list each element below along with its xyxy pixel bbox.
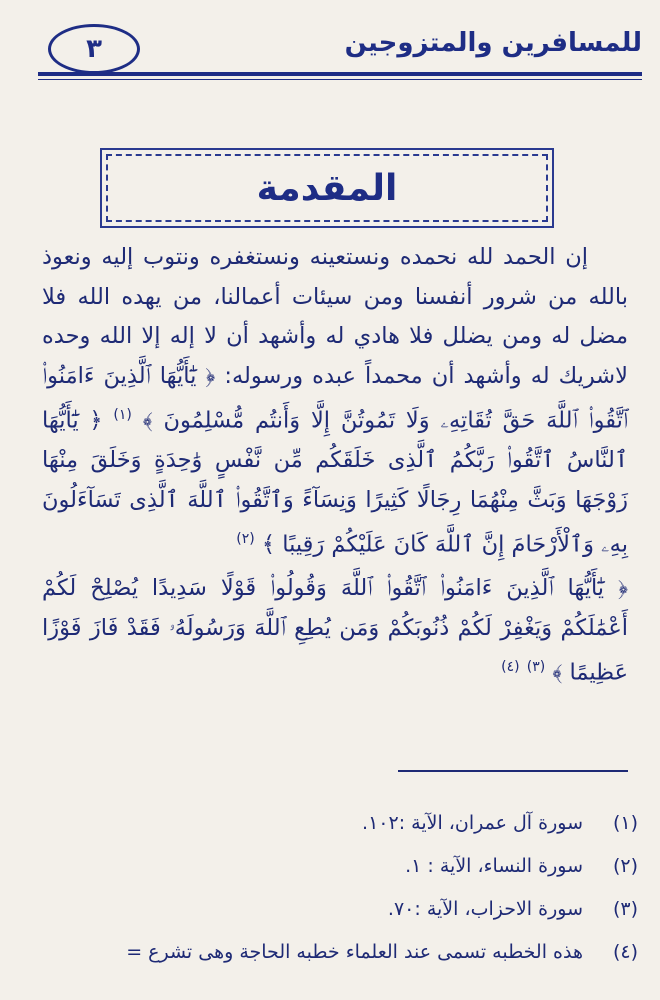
verse-paragraph: [42, 569, 628, 693]
footnote-number: (٤): [612, 941, 638, 963]
body-text: [42, 238, 628, 693]
footnote-text: هذه الخطبه تسمى عند العلماء خطبه الحاجة وهى تشرع =: [126, 941, 583, 963]
footnote-number: (٢): [612, 855, 638, 877]
footnote-separator: [398, 770, 628, 772]
title-box: [100, 148, 554, 228]
footnote-text: سورة آل عمران، الآية :١٠٢.: [362, 812, 583, 834]
footnotes: [30, 812, 638, 984]
footnote-item: [30, 855, 638, 898]
page-number-text: ٣: [86, 34, 102, 64]
footnote-ref-2: (٢): [236, 531, 255, 547]
page-number: [48, 24, 140, 74]
footnote-ref-4: (٤): [501, 659, 520, 675]
footnote-item: [30, 898, 638, 941]
book-title: للمسافرين والمتزوجين: [344, 28, 642, 58]
footnote-item: [30, 941, 638, 984]
verse-3: ﴿ يَٰٓأَيُّهَا ٱلَّذِينَ ءَامَنُوا۟ ٱتَّقُوا۟ ٱللَّهَ وَقُولُوا۟ قَوْلًا سَدِيدًا يُصْلِحْ لَكُمْ أَعْمَٰلَكُمْ وَيَغْفِرْ لَكُمْ ذُنُوبَكُمْ وَمَن يُطِعِ ٱللَّهَ وَرَسُولَهُۥ فَقَدْ فَازَ فَوْزًا عَظِيمًا ﴾: [42, 575, 628, 686]
footnote-number: (١): [612, 812, 638, 834]
footnote-text: سورة الاحزاب، الآية :٧٠.: [387, 898, 583, 920]
footnote-ref-1: (١): [113, 407, 132, 423]
footnote-number: (٣): [612, 898, 638, 920]
header-rule: [38, 72, 642, 76]
verse-1: ﴿ يَٰٓأَيُّهَا ٱلَّذِينَ ءَامَنُوا۟ ٱتَّقُوا۟ ٱللَّهَ حَقَّ تُقَاتِهِۦ وَلَا تَمُوتُنَّ إِلَّا وَأَنتُم مُّسْلِمُونَ ﴾: [42, 362, 628, 434]
intro-paragraph: [42, 238, 628, 565]
paragraph-text: إن الحمد لله نحمده ونستعينه ونستغفره ونتوب إليه ونعوذ بالله من شرور أنفسنا ومن سيئات أعمالنا، من يهده الله فلا مضل له ومن يضلل فلا هادي له وأشهد أن لا إله إلا الله وحده لاشريك له وأشهد أن محمداً عبده ورسوله:: [42, 244, 628, 389]
header-rule-thin: [38, 79, 642, 80]
footnote-text: سورة النساء، الآية : ١.: [405, 855, 583, 877]
section-title: المقدمة: [256, 167, 398, 209]
footnote-ref-3: (٣): [526, 659, 546, 675]
footnote-item: [30, 812, 638, 855]
title-box-inner: [106, 154, 548, 222]
verse-2: ﴿ يَٰٓأَيُّهَا ٱلنَّاسُ ٱتَّقُوا۟ رَبَّكُمُ ٱلَّذِى خَلَقَكُم مِّن نَّفْسٍ وَٰحِدَةٍ وَخَلَقَ مِنْهَا زَوْجَهَا وَبَثَّ مِنْهُمَا رِجَالًا كَثِيرًا وَنِسَآءً وَٱتَّقُوا۟ ٱللَّهَ ٱلَّذِى تَسَآءَلُونَ بِهِۦ وَٱلْأَرْحَامَ إِنَّ ٱللَّهَ كَانَ عَلَيْكُمْ رَقِيبًا ﴾: [42, 407, 628, 558]
